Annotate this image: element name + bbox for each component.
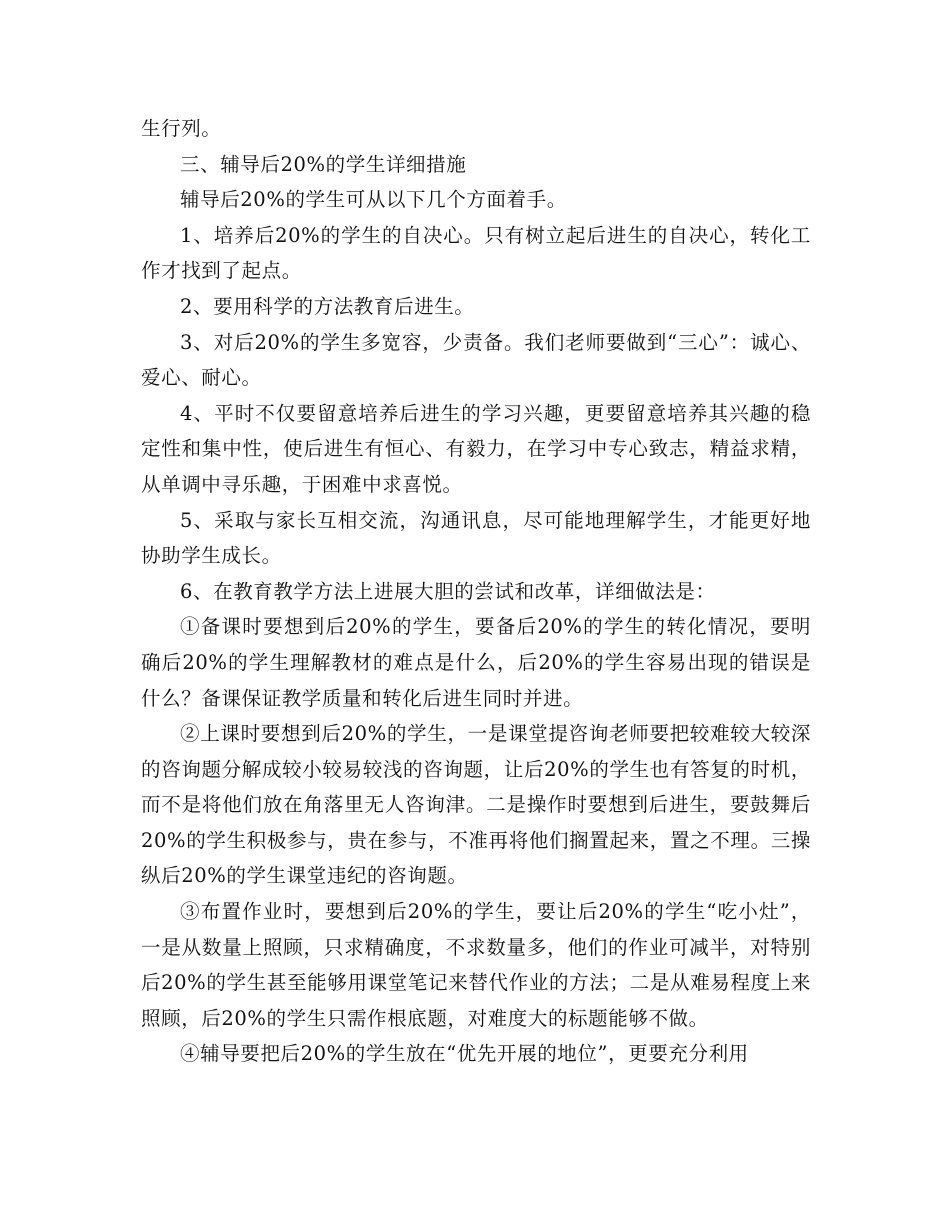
list-item-5: 5、采取与家长互相交流，沟通讯息，尽可能地理解学生，才能更好地协助学生成长。 <box>141 508 811 568</box>
sub-item-3: ③布置作业时，要想到后20%的学生，要让后20%的学生“吃小灶”，一是从数量上照顾，只求精确度，不求数量多，他们的作业可减半，对特别后20%的学生甚至能够用课堂笔记来替代作业的方法；二是从难易程度上来照顾，后20%的学生只需作根底题，对难度大的标题能够不做。 <box>141 900 811 1030</box>
sub-item-1: ①备课时要想到后20%的学生，要备后20%的学生的转化情况，要明确后20%的学生理解教材的难点是什么，后20%的学生容易出现的错误是什么？备课保证教学质量和转化后进生同时并进。 <box>141 615 811 710</box>
document-body <box>141 111 811 1072</box>
sub-item-4: ④辅导要把后20%的学生放在“优先开展的地位”，更要充分利用 <box>180 1042 749 1066</box>
list-item-1: 1、培养后20%的学生的自决心。只有树立起后进生的自决心，转化工作才找到了起点。 <box>141 223 811 283</box>
list-item-2: 2、要用科学的方法教育后进生。 <box>180 294 475 318</box>
section-heading: 三、辅导后20%的学生详细措施 <box>180 152 467 176</box>
list-item-6: 6、在教育教学方法上进展大胆的尝试和改革，详细做法是： <box>180 579 716 603</box>
paragraph-continuation: 生行列。 <box>141 117 222 140</box>
list-item-3: 3、对后20%的学生多宽容，少责备。我们老师要做到“三心”：诚心、爱心、耐心。 <box>141 330 811 390</box>
list-item-4: 4、平时不仅要留意培养后进生的学习兴趣，更要留意培养其兴趣的稳定性和集中性，使后进生有恒心、有毅力，在学习中专心致志，精益求精，从单调中寻乐趣，于困难中求喜悦。 <box>141 401 811 496</box>
sub-item-2: ②上课时要想到后20%的学生，一是课堂提咨询老师要把较难较大较深的咨询题分解成较小较易较浅的咨询题，让后20%的学生也有答复的时机，而不是将他们放在角落里无人咨询津。二是操作时要想到后进生，要鼓舞后20%的学生积极参与，贵在参与，不准再将他们搁置起来，置之不理。三操纵后20%的学生课堂违纪的咨询题。 <box>141 722 811 888</box>
paragraph-intro: 辅导后20%的学生可从以下几个方面着手。 <box>180 188 567 212</box>
